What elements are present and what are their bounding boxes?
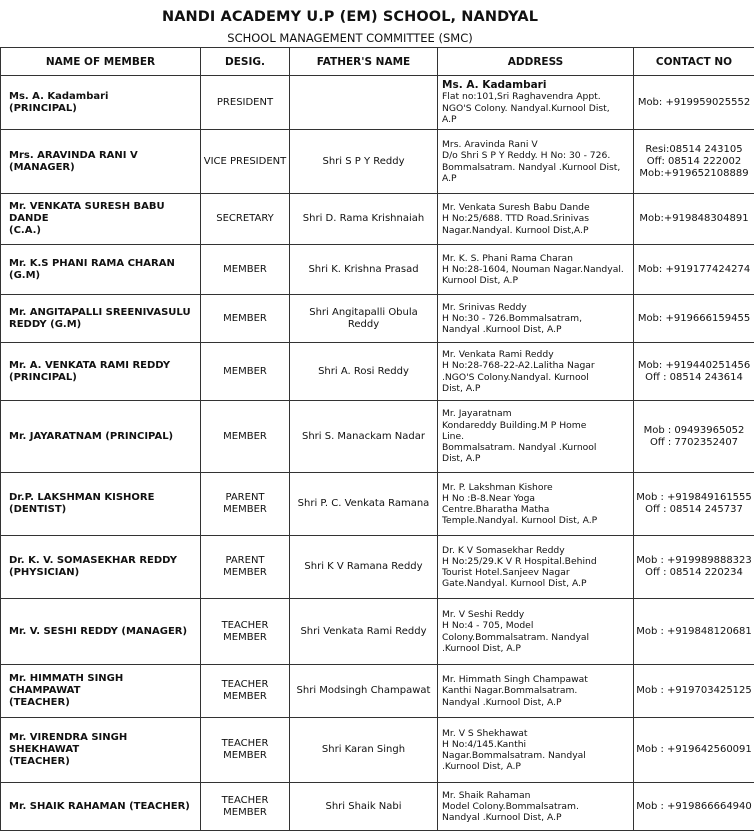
member-designation: TEACHER MEMBER <box>201 599 290 665</box>
member-address: Mr. Himmath Singh Champawat Kanthi Nagar.Bommalsatram. Nandyal .Kurnool Dist, A.P <box>438 665 634 718</box>
member-contact: Mob: +919666159455 <box>634 295 754 343</box>
member-contact: Mob:+919848304891 <box>634 194 754 245</box>
member-name: Dr. K. V. SOMASEKHAR REDDY (PHYSICIAN) <box>1 536 201 599</box>
table-row <box>1 401 754 473</box>
member-designation: MEMBER <box>201 295 290 343</box>
member-address: Mrs. Aravinda Rani V D/o Shri S P Y Reddy. H No: 30 - 726. Bommalsatram. Nandyal .Kurnool Dist, A.P <box>438 130 634 194</box>
member-father-name: Shri Shaik Nabi <box>290 783 438 831</box>
member-designation: MEMBER <box>201 343 290 401</box>
member-address: Mr. V Seshi Reddy H No:4 - 705, Model Colony.Bommalsatram. Nandyal .Kurnool Dist, A.P <box>438 599 634 665</box>
member-designation: TEACHER MEMBER <box>201 665 290 718</box>
member-name: Mr. VIRENDRA SINGH SHEKHAWAT (TEACHER) <box>1 718 201 783</box>
member-address: Mr. P. Lakshman Kishore H No :B-8.Near Yoga Centre.Bharatha Matha Temple.Nandyal. Kurnool Dist, A.P <box>438 473 634 536</box>
table-row <box>1 130 754 194</box>
member-name: Mr. HIMMATH SINGH CHAMPAWAT (TEACHER) <box>1 665 201 718</box>
member-contact: Mob : +919866664940 <box>634 783 754 831</box>
table-row <box>1 783 754 831</box>
member-name: Mr. A. VENKATA RAMI REDDY (PRINCIPAL) <box>1 343 201 401</box>
member-father-name: Shri Venkata Rami Reddy <box>290 599 438 665</box>
member-father-name: Shri K. Krishna Prasad <box>290 245 438 295</box>
member-name: Mr. K.S PHANI RAMA CHARAN (G.M) <box>1 245 201 295</box>
table-row <box>1 343 754 401</box>
member-name: Mr. JAYARATNAM (PRINCIPAL) <box>1 401 201 473</box>
member-name: Mr. VENKATA SURESH BABU DANDE (C.A.) <box>1 194 201 245</box>
table-row <box>1 245 754 295</box>
member-address: Dr. K V Somasekhar Reddy H No:25/29.K V R Hospital.Behind Tourist Hotel.Sanjeev Nagar Gate.Nandyal. Kurnool Dist, A.P <box>438 536 634 599</box>
table-row <box>1 536 754 599</box>
member-name: Ms. A. Kadambari (PRINCIPAL) <box>1 76 201 130</box>
member-address: Mr. Srinivas Reddy H No:30 - 726.Bommalsatram, Nandyal .Kurnool Dist, A.P <box>438 295 634 343</box>
column-header-name: NAME OF MEMBER <box>1 48 201 76</box>
member-name: Mr. ANGITAPALLI SREENIVASULU REDDY (G.M) <box>1 295 201 343</box>
member-father-name: Shri A. Rosi Reddy <box>290 343 438 401</box>
member-address: Mr. Venkata Rami Reddy H No:28-768-22-A2.Lalitha Nagar .NGO'S Colony.Nandyal. Kurnool Dist, A.P <box>438 343 634 401</box>
member-father-name: Shri Angitapalli Obula Reddy <box>290 295 438 343</box>
member-father-name: Shri S P Y Reddy <box>290 130 438 194</box>
member-father-name: Shri S. Manackam Nadar <box>290 401 438 473</box>
member-name: Mrs. ARAVINDA RANI V (MANAGER) <box>1 130 201 194</box>
member-contact: Mob : +919849161555 Off : 08514 245737 <box>634 473 754 536</box>
member-father-name <box>290 76 438 130</box>
member-designation: VICE PRESIDENT <box>201 130 290 194</box>
member-designation: PARENT MEMBER <box>201 473 290 536</box>
member-father-name: Shri D. Rama Krishnaiah <box>290 194 438 245</box>
member-designation: MEMBER <box>201 401 290 473</box>
member-designation: TEACHER MEMBER <box>201 783 290 831</box>
member-name: Mr. V. SESHI REDDY (MANAGER) <box>1 599 201 665</box>
document-subtitle: SCHOOL MANAGEMENT COMMITTEE (SMC) <box>227 31 473 45</box>
member-contact: Mob : +919703425125 <box>634 665 754 718</box>
member-address: Mr. V S Shekhawat H No:4/145.Kanthi Nagar.Bommalsatram. Nandyal .Kurnool Dist, A.P <box>438 718 634 783</box>
column-header-father-name: FATHER'S NAME <box>290 48 438 76</box>
table-row <box>1 599 754 665</box>
member-father-name: Shri K V Ramana Reddy <box>290 536 438 599</box>
table-row <box>1 295 754 343</box>
member-name: Mr. SHAIK RAHAMAN (TEACHER) <box>1 783 201 831</box>
member-address: Mr. K. S. Phani Rama Charan H No:28-1604, Nouman Nagar.Nandyal. Kurnool Dist, A.P <box>438 245 634 295</box>
member-designation: MEMBER <box>201 245 290 295</box>
member-contact: Mob : +919989888323 Off : 08514 220234 <box>634 536 754 599</box>
column-header-contact: CONTACT NO <box>634 48 754 76</box>
member-contact: Mob: +919440251456 Off : 08514 243614 <box>634 343 754 401</box>
member-address: Mr. Jayaratnam Kondareddy Building.M P Home Line. Bommalsatram. Nandyal .Kurnool Dist, A.P <box>438 401 634 473</box>
member-father-name: Shri Modsingh Champawat <box>290 665 438 718</box>
member-name: Dr.P. LAKSHMAN KISHORE (DENTIST) <box>1 473 201 536</box>
table-row <box>1 76 754 130</box>
member-address: Ms. A. Kadambari Flat no:101,Sri Raghavendra Appt. NGO'S Colony. Nandyal.Kurnool Dist, A.P <box>438 76 634 130</box>
table-row <box>1 473 754 536</box>
column-header-designation: DESIG. <box>201 48 290 76</box>
member-contact: Mob : 09493965052 Off : 7702352407 <box>634 401 754 473</box>
table-header-row <box>1 48 754 76</box>
member-contact: Mob : +919642560091 <box>634 718 754 783</box>
member-address: Mr. Venkata Suresh Babu Dande H No:25/688. TTD Road.Srinivas Nagar.Nandyal. Kurnool Dist,A.P <box>438 194 634 245</box>
member-designation: PRESIDENT <box>201 76 290 130</box>
member-designation: SECRETARY <box>201 194 290 245</box>
member-contact: Mob: +919177424274 <box>634 245 754 295</box>
member-contact: Mob: +919959025552 <box>634 76 754 130</box>
table-row <box>1 194 754 245</box>
document-title: NANDI ACADEMY U.P (EM) SCHOOL, NANDYAL <box>161 9 539 25</box>
column-header-address: ADDRESS <box>438 48 634 76</box>
member-designation: TEACHER MEMBER <box>201 718 290 783</box>
member-father-name: Shri Karan Singh <box>290 718 438 783</box>
table-row <box>1 665 754 718</box>
table-row <box>1 718 754 783</box>
member-designation: PARENT MEMBER <box>201 536 290 599</box>
member-contact: Resi:08514 243105 Off: 08514 222002 Mob:+919652108889 <box>634 130 754 194</box>
member-address: Mr. Shaik Rahaman Model Colony.Bommalsatram. Nandyal .Kurnool Dist, A.P <box>438 783 634 831</box>
member-contact: Mob : +919848120681 <box>634 599 754 665</box>
smc-members-table <box>0 47 754 831</box>
member-father-name: Shri P. C. Venkata Ramana <box>290 473 438 536</box>
